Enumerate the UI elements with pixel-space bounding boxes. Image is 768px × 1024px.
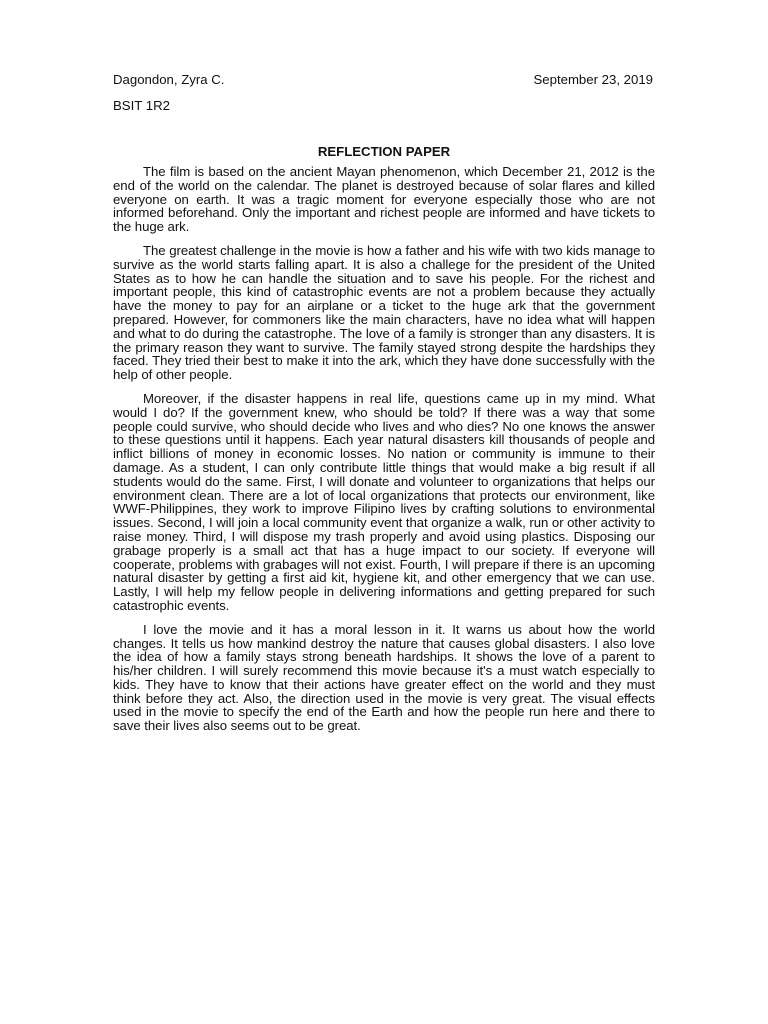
- paragraph-reflection: Moreover, if the disaster happens in real life, questions came up in my mind. What would I do? If the government knew, who should be told? If there was a way that some people could survive, who should decide who lives and who dies? No one knows the answer to these questions until it happens. Each year natural disasters kill thousands of people and inflict billions of money in economic losses. No nation or community is immune to their damage. As a student, I can only contribute little things that would make a big result if all students would do the same. First, I will donate and volunteer to organizations that helps our environment clean. There are a lot of local organizations that protects our environment, like WWF-Philippines, they work to improve Filipino lives by crafting solutions to environmental issues. Second, I will join a local community event that organize a walk, run or other activity to raise money. Third, I will dispose my trash properly and avoid using plastics. Disposing our grabage properly is a small act that has a huge impact to our society. If everyone will cooperate, problems with grabages will not exist. Fourth, I will prepare if there is an upcoming natural disaster by getting a first aid kit, hygiene kit, and other emergency that we can use. Lastly, I will help my fellow people in delivering informations and getting prepared for such catastrophic events.: [113, 390, 655, 613]
- class-section: BSIT 1R2: [113, 98, 170, 113]
- body-text: [113, 165, 655, 743]
- paragraph-intro: The film is based on the ancient Mayan phenomenon, which December 21, 2012 is the end of the world on the calendar. The planet is destroyed because of solar flares and killed everyone on earth. It was a tragic moment for everyone especially those who are not informed beforehand. Only the important and richest people are informed and have tickets to the huge ark.: [113, 164, 655, 235]
- author-name: Dagondon, Zyra C.: [113, 72, 225, 87]
- document-date: September 23, 2019: [533, 72, 653, 87]
- header-row: [113, 71, 653, 89]
- document-title: REFLECTION PAPER: [317, 144, 451, 159]
- paragraph-challenge: The greatest challenge in the movie is how a father and his wife with two kids manage to survive as the world starts falling apart. It is also a challege for the president of the United States as to how he can handle the situation and to save his people. For the richest and important people, this kind of catastrophic events are not a problem because they actually have the money to pay for an airplane or a ticket to the huge ark that the government prepared. However, for commoners like the main characters, have no idea what will happen and what to do during the catastrophe. The love of a family is stronger than any disasters. It is the primary reason they want to survive. The family stayed strong despite the hardships they faced. They tried their best to make it into the ark, which they have done successfully with the help of other people.: [113, 242, 655, 383]
- paragraph-conclusion: I love the movie and it has a moral lesson in it. It warns us about how the world changes. It tells us how mankind destroy the nature that causes global disasters. I also love the idea of how a family stays strong beneath hardships. It shows the love of a parent to his/her children. I will surely recommend this movie because it's a must watch especially to kids. They have to know that their actions have greater effect on the world and they must think before they act. Also, the direction used in the movie is very great. The visual effects used in the movie to specify the end of the Earth and how the people run here and there to save their lives also seems out to be great.: [113, 621, 655, 734]
